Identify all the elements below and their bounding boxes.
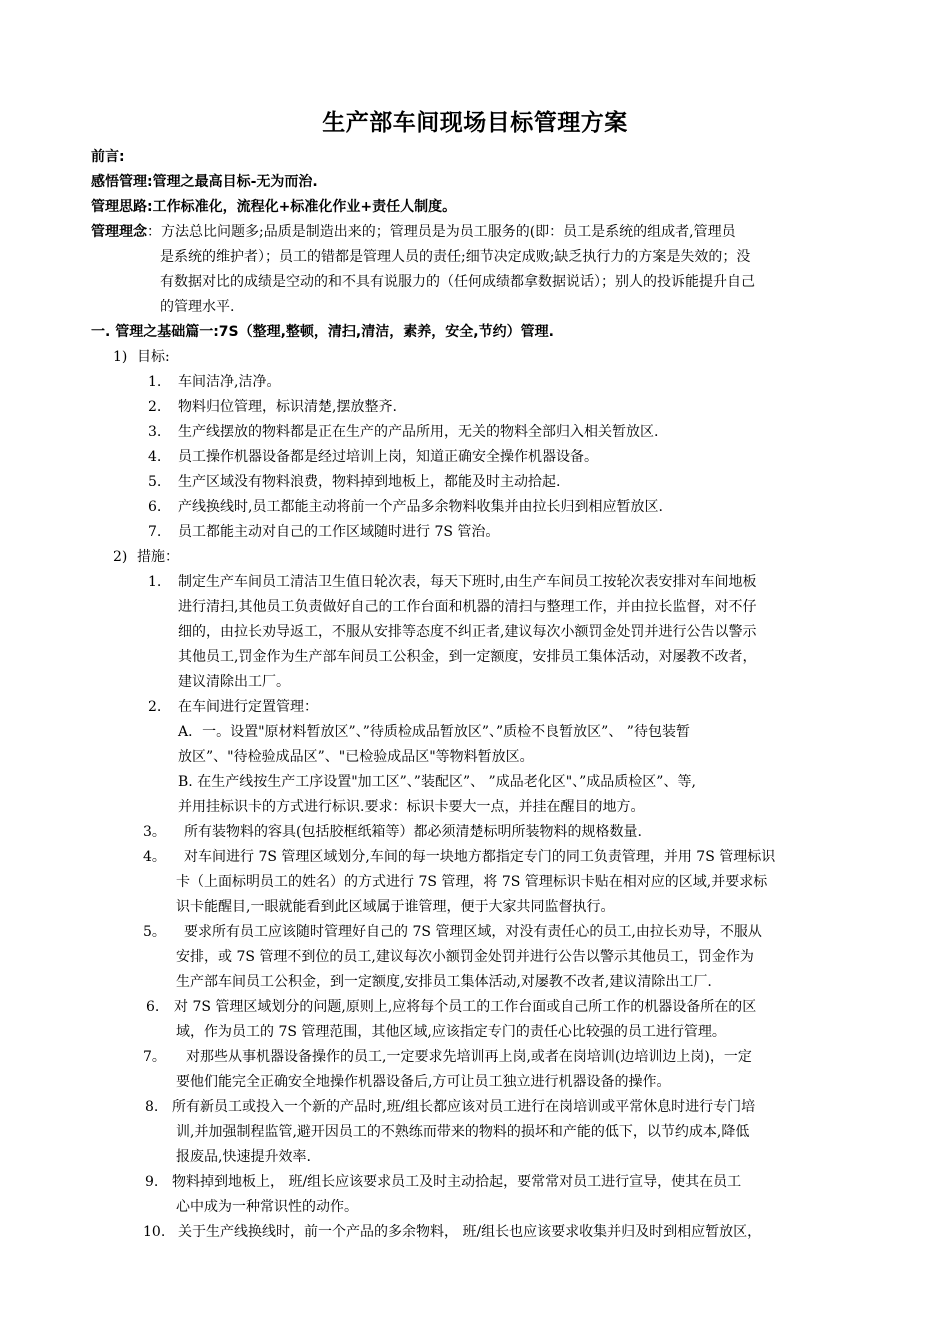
goal-item-num: 7. [148,524,162,540]
goal-item-text: 物料归位管理，标识清楚,摆放整齐. [178,399,397,415]
measure-4-num: 4。 [143,849,166,865]
measure-3-line: 所有装物料的容具(包括胶框纸箱等）都必须清楚标明所装物料的规格数量. [184,824,642,840]
ganwu-text: 管理之最高目标-无为而治. [152,174,318,190]
goal-item-text: 车间洁净,洁净。 [178,374,281,390]
measure-1-line: 进行清扫,其他员工负责做好自己的工作台面和机器的清扫与整理工作，并由拉长监督，对不仔 [178,599,757,615]
measure-6-line: 对 7S 管理区域划分的问题,原则上,应将每个员工的工作台面或自己所工作的机器设备所在的区 [174,999,757,1015]
goal-item-num: 4. [148,449,162,465]
measure-8-line: 所有新员工或投入一个新的产品时,班/组长都应该对员工进行在岗培训或平常休息时进行专门培 [172,1099,756,1115]
measure-1-line: 建议清除出工厂。 [178,674,290,690]
measure-1-line: 制定生产车间员工清洁卫生值日轮次表，每天下班时,由生产车间员工按轮次表安排对车间地板 [178,574,757,590]
measures-title: 措施： [137,549,179,565]
measure-8-line: 报废品,快速提升效率. [176,1149,311,1165]
measure-9-num: 9. [145,1174,159,1190]
measure-2-title: 在车间进行定置管理： [178,699,318,715]
measure-8-num: 8. [145,1099,159,1115]
goal-item-num: 3. [148,424,162,440]
measure-3-num: 3。 [143,824,166,840]
silu-text: 工作标准化，流程化+标准化作业+责任人制度。 [152,199,457,215]
goal-item-text: 生产线摆放的物料都是正在生产的产品所用，无关的物料全部归入相关暂放区. [178,424,659,440]
measure-2-b-line: 并用挂标识卡的方式进行标识.要求：标识卡要大一点，并挂在醒目的地方。 [178,799,645,815]
measure-2-b-line: B. 在生产线按生产工序设置"加工区”、”装配区”、 ”成品老化区"、”成品质检区”、等, [178,774,696,790]
silu-label: 管理思路: [91,199,153,215]
measure-2-num: 2. [148,699,162,715]
measure-7-line: 对那些从事机器设备操作的员工,一定要求先培训再上岗,或者在岗培训(边培训边上岗)，一定 [186,1049,752,1065]
section-1-heading: 一. 管理之基础篇一:7S（整理,整顿，清扫,清洁，素养，安全,节约）管理. [91,324,554,340]
measure-10-num: 10. [143,1224,166,1240]
measure-4-line: 识卡能醒目,一眼就能看到此区域属于谁管理，便于大家共同监督执行。 [176,899,615,915]
document-title: 生产部车间现场目标管理方案 [322,110,628,136]
ganwu-line [91,170,318,195]
measure-5-num: 5。 [143,924,166,940]
linian-text: ：方法总比问题多;品质是制造出来的；管理员是为员工服务的(即：员工是系统的组成者,管理员 [147,224,736,240]
goal-item-num: 1. [148,374,162,390]
measure-7-num: 7。 [143,1049,166,1065]
measure-6-num: 6. [146,999,160,1015]
measure-1-line: 其他员工,罚金作为生产部车间员工公积金，到一定额度，安排员工集体活动，对屡教不改者， [178,649,757,665]
measure-10-line: 关于生产线换线时，前一个产品的多余物料， 班/组长也应该要求收集并归及时到相应暂放区， [178,1224,762,1240]
goal-item-text: 员工操作机器设备都是经过培训上岗，知道正确安全操作机器设备。 [178,449,598,465]
measure-5-line: 安排，或 7S 管理不到位的员工,建议每次小额罚金处罚并进行公告以警示其他员工，罚金作为 [176,949,754,965]
linian-line-2: 是系统的维护者）；员工的错都是管理人员的责任;细节决定成败;缺乏执行力的方案是失效的；没 [160,249,751,265]
measure-4-line: 卡（上面标明员工的姓名）的方式进行 7S 管理，将 7S 管理标识卡贴在相对应的区域,并要求标 [176,874,768,890]
measure-7-line: 要他们能完全正确安全地操作机器设备后,方可让员工独立进行机器设备的操作。 [176,1074,671,1090]
measure-9-line: 心中成为一种常识性的动作。 [176,1199,358,1215]
goal-label: 1) [113,349,128,365]
silu-line [91,195,456,220]
goal-item-num: 6. [148,499,162,515]
measure-5-line: 要求所有员工应该随时管理好自己的 7S 管理区域，对没有责任心的员工,由拉长劝导，不服从 [184,924,762,940]
linian-label: 管理理念 [91,224,147,240]
goal-item-text: 员工都能主动对自己的工作区域随时进行 7S 管治。 [178,524,500,540]
goal-item-text: 产线换线时,员工都能主动将前一个产品多余物料收集并由拉长归到相应暂放区. [178,499,663,515]
measure-2-a-line: A．一。设置"原材料暂放区”、”待质检成品暂放区”、”质检不良暂放区”、 ”待包装暂 [178,724,690,740]
measure-6-line: 域，作为员工的 7S 管理范围，其他区域,应该指定专门的责任心比较强的员工进行管理。 [176,1024,726,1040]
measure-9-line: 物料掉到地板上， 班/组长应该要求员工及时主动拾起，要常常对员工进行宣导，使其在员工 [172,1174,742,1190]
measure-1-num: 1. [148,574,162,590]
goal-title: 目标: [137,349,170,365]
measures-label: 2) [113,549,128,565]
measure-2-a-line: 放区”、"待检验成品区”、"已检验成品区"等物料暂放区。 [178,749,534,765]
linian-line-3: 有数据对比的成绩是空动的和不具有说服力的（任何成绩都拿数据说话）；别人的投诉能提升自己 [160,274,755,290]
linian-line-4: 的管理水平. [160,299,235,315]
measure-5-line: 生产部车间员工公积金，到一定额度,安排员工集体活动,对屡教不改者,建议清除出工厂. [176,974,712,990]
goal-item-text: 生产区域没有物料浪费，物料掉到地板上，都能及时主动拾起. [178,474,561,490]
preface-heading: 前言: [91,149,125,165]
measure-4-line: 对车间进行 7S 管理区域划分,车间的每一块地方都指定专门的同工负责管理，并用 7S 管理标识 [184,849,776,865]
measure-1-line: 细的，由拉长劝导返工，不服从安排等态度不纠正者,建议每次小额罚金处罚并进行公告以警示 [178,624,757,640]
ganwu-label: 感悟管理: [91,174,153,190]
goal-item-num: 2. [148,399,162,415]
measure-8-line: 训,并加强制程监管,避开因员工的不熟练而带来的物料的损坏和产能的低下，以节约成本,降低 [176,1124,750,1140]
linian-line-1 [91,220,736,245]
goal-item-num: 5. [148,474,162,490]
